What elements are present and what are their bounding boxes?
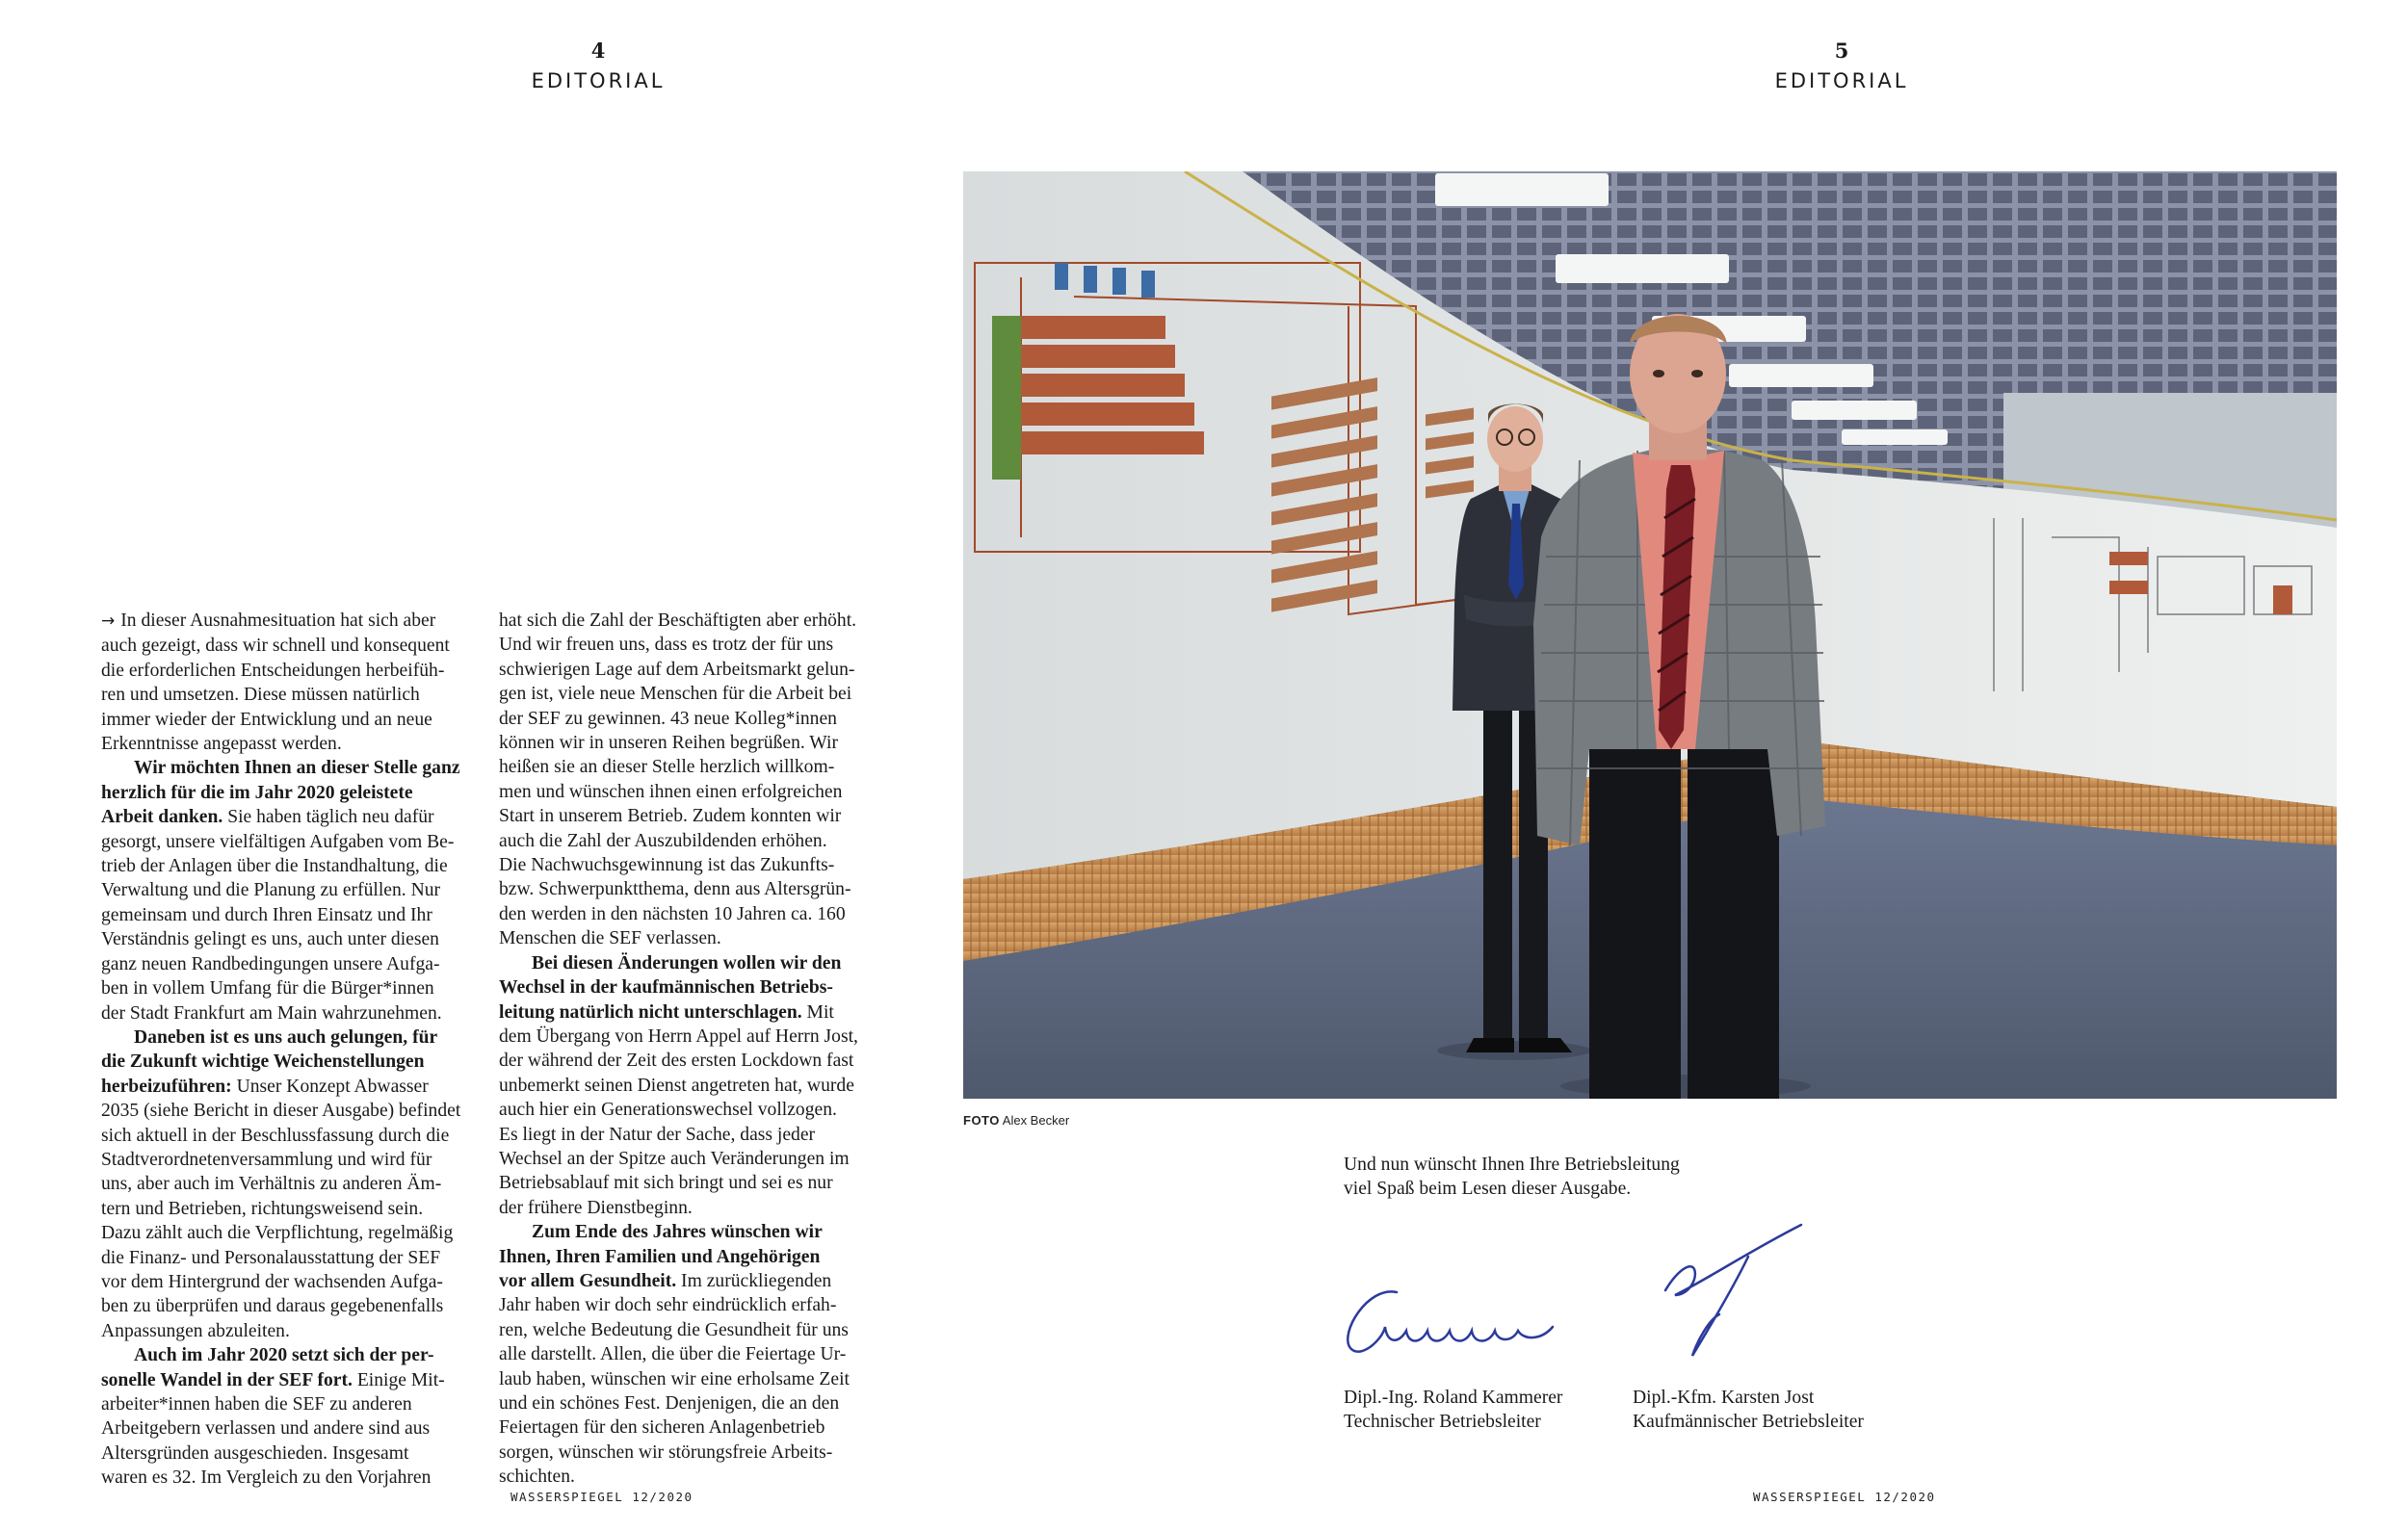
text-line: Anpassungen abzuleiten. bbox=[101, 1320, 290, 1341]
text-line: den werden in den nächsten 10 Jahren ca. 160 bbox=[499, 903, 846, 924]
text-line: arbeiter*innen haben die SEF zu anderen bbox=[101, 1394, 412, 1415]
text-line: vor dem Hintergrund der wachsenden Aufga- bbox=[101, 1271, 443, 1292]
text-line: Arbeit danken. Sie haben täglich neu dafür bbox=[101, 807, 434, 828]
bold-lead: herbeizuführen: bbox=[101, 1076, 232, 1097]
text-line: Betriebsablauf mit sich bringt und sei es nur bbox=[499, 1173, 833, 1194]
text-line: Erkenntnisse angepasst werden. bbox=[101, 734, 342, 755]
text-line bbox=[499, 1245, 884, 1269]
closing-line: viel Spaß beim Lesen dieser Ausgabe. bbox=[1344, 1179, 1632, 1200]
text-line: sich aktuell in der Beschlussfassung durch die bbox=[101, 1125, 450, 1146]
text-line bbox=[101, 1343, 486, 1367]
signatory-left bbox=[1344, 1386, 1562, 1435]
text-line: auch hier ein Generationswechsel vollzogen. bbox=[499, 1100, 837, 1121]
text-column-1 bbox=[101, 609, 486, 1491]
bold-lead: Arbeit danken. bbox=[101, 807, 223, 828]
footer-left: WASSERSPIEGEL 12/2020 bbox=[510, 1490, 694, 1504]
text-line: Jahr haben wir doch sehr eindrücklich erfah- bbox=[499, 1295, 837, 1316]
text-line: bzw. Schwerpunktthema, denn aus Altersgrün- bbox=[499, 879, 851, 900]
text-line bbox=[101, 781, 486, 805]
signature-jost bbox=[1652, 1223, 1835, 1367]
text-line bbox=[101, 1026, 486, 1050]
text-line: Arbeitgebern verlassen und andere sind aus bbox=[101, 1418, 431, 1440]
text-line: Menschen die SEF verlassen. bbox=[499, 928, 721, 949]
closing-line: Und nun wünscht Ihnen Ihre Betriebsleitung bbox=[1344, 1155, 1680, 1175]
text-line: Feiertagen für den sicheren Anlagenbetrieb bbox=[499, 1417, 825, 1439]
bold-lead: Wechsel in der kaufmännischen Betriebs- bbox=[499, 977, 833, 999]
text-line bbox=[101, 1050, 486, 1074]
bold-lead: herzlich für die im Jahr 2020 geleistete bbox=[101, 782, 413, 803]
text-line: Und wir freuen uns, dass es trotz der für uns bbox=[499, 635, 834, 656]
text-line: die erforderlichen Entscheidungen herbeifüh- bbox=[101, 660, 445, 681]
text-line: tern und Betrieben, richtungsweisend sein. bbox=[101, 1198, 424, 1219]
text-line: dem Übergang von Herrn Appel auf Herrn Jost, bbox=[499, 1026, 858, 1047]
text-line: heißen sie an dieser Stelle herzlich willkom- bbox=[499, 757, 835, 778]
signatory-name: Dipl.-Ing. Roland Kammerer bbox=[1344, 1388, 1563, 1408]
bold-lead: Zum Ende des Jahres wünschen wir bbox=[532, 1222, 823, 1243]
text-line: Die Nachwuchsgewinnung ist das Zukunfts- bbox=[499, 855, 835, 876]
closing-text bbox=[1344, 1153, 1680, 1202]
text-line bbox=[499, 1220, 884, 1244]
text-line: die Finanz- und Personalausstattung der SEF bbox=[101, 1247, 441, 1268]
text-line bbox=[499, 975, 884, 1000]
bold-lead: vor allem Gesundheit. bbox=[499, 1270, 677, 1291]
text-line: immer wieder der Entwicklung und an neue bbox=[101, 709, 432, 730]
bold-lead: Daneben ist es uns auch gelungen, für bbox=[134, 1026, 438, 1048]
text-line: uns, aber auch im Verhältnis zu anderen Äm- bbox=[101, 1174, 442, 1195]
bold-lead: die Zukunft wichtige Weichenstellungen bbox=[101, 1052, 425, 1073]
text-line bbox=[499, 951, 884, 975]
text-line: vor allem Gesundheit. Im zurückliegenden bbox=[499, 1270, 832, 1291]
text-line: können wir in unseren Reihen begrüßen. Wir bbox=[499, 733, 838, 754]
text-line: Wechsel an der Spitze auch Veränderungen im bbox=[499, 1148, 850, 1169]
text-line: gen ist, viele neue Menschen für die Arbeit bei bbox=[499, 684, 852, 705]
text-line: sorgen, wünschen wir störungsfreie Arbeits- bbox=[499, 1441, 833, 1463]
text-line: Altersgründen ausgeschieden. Insgesamt bbox=[101, 1442, 409, 1464]
bold-lead: Bei diesen Änderungen wollen wir den bbox=[532, 952, 842, 974]
text-line: → In dieser Ausnahmesituation hat sich aber bbox=[101, 610, 436, 631]
text-line: Dazu zählt auch die Verpflichtung, regelmäßig bbox=[101, 1223, 454, 1244]
page-number-right: 5 bbox=[1834, 39, 1849, 63]
text-column-2 bbox=[499, 609, 884, 1490]
photo-credit-name: Alex Becker bbox=[1002, 1113, 1070, 1128]
text-line: Verständnis gelingt es uns, auch unter diesen bbox=[101, 929, 439, 950]
text-line: ganz neuen Randbedingungen unsere Aufga- bbox=[101, 953, 440, 974]
bold-lead: Auch im Jahr 2020 setzt sich der per- bbox=[134, 1345, 434, 1366]
text-line: der Stadt Frankfurt am Main wahrzunehmen. bbox=[101, 1002, 442, 1024]
text-line: ben zu überprüfen und daraus gegebenenfalls bbox=[101, 1296, 444, 1317]
text-line: auch die Zahl der Auszubildenden erhöhen. bbox=[499, 830, 827, 851]
text-line: schichten. bbox=[499, 1467, 575, 1488]
text-line: hat sich die Zahl der Beschäftigten aber erhöht. bbox=[499, 610, 857, 631]
bold-lead: Wir möchten Ihnen an dieser Stelle ganz bbox=[134, 758, 460, 779]
text-line: gesorgt, unsere vielfältigen Aufgaben vom Be- bbox=[101, 831, 455, 852]
text-line: 2035 (siehe Bericht in dieser Ausgabe) befindet bbox=[101, 1101, 461, 1122]
text-line: der während der Zeit des ersten Lockdown fast bbox=[499, 1051, 854, 1072]
bold-lead: Ihnen, Ihren Familien und Angehörigen bbox=[499, 1246, 821, 1267]
section-title-right: EDITORIAL bbox=[1774, 69, 1909, 92]
text-line: schwierigen Lage auf dem Arbeitsmarkt gelun- bbox=[499, 659, 855, 680]
text-line: Stadtverordnetenversammlung und wird für bbox=[101, 1149, 432, 1170]
text-line: alle darstellt. Allen, die über die Feiertage Ur- bbox=[499, 1344, 847, 1365]
text-line: auch gezeigt, dass wir schnell und konsequent bbox=[101, 636, 450, 657]
text-line: der frühere Dienstbeginn. bbox=[499, 1197, 693, 1218]
signatory-role: Kaufmännischer Betriebsleiter bbox=[1633, 1412, 1864, 1433]
portrait-photo bbox=[963, 171, 2337, 1099]
bold-lead: leitung natürlich nicht unterschlagen. bbox=[499, 1001, 802, 1023]
signatory-role: Technischer Betriebsleiter bbox=[1344, 1412, 1541, 1433]
bold-lead: sonelle Wandel in der SEF fort. bbox=[101, 1369, 353, 1390]
text-line: laub haben, wünschen wir eine erholsame Zeit bbox=[499, 1368, 850, 1389]
text-line: Es liegt in der Natur der Sache, dass jeder bbox=[499, 1124, 816, 1145]
section-title-left: EDITORIAL bbox=[531, 69, 666, 92]
text-line: sonelle Wandel in der SEF fort. Einige Mit- bbox=[101, 1369, 445, 1390]
text-line: und ein schönes Fest. Denjenigen, die an den bbox=[499, 1393, 840, 1414]
text-line: Verwaltung und die Planung zu erfüllen. Nur bbox=[101, 880, 441, 901]
text-line: ben in vollem Umfang für die Bürger*innen bbox=[101, 978, 434, 1000]
signature-kammerer bbox=[1339, 1281, 1570, 1367]
page-number-left: 4 bbox=[590, 39, 606, 63]
text-line: herbeizuführen: Unser Konzept Abwasser bbox=[101, 1076, 429, 1097]
text-line: ren und umsetzen. Diese müssen natürlich bbox=[101, 685, 420, 706]
photo-credit bbox=[963, 1113, 1069, 1128]
signatory-name: Dipl.-Kfm. Karsten Jost bbox=[1633, 1388, 1815, 1408]
text-line: der SEF zu gewinnen. 43 neue Kolleg*innen bbox=[499, 708, 837, 729]
text-line: men und wünschen ihnen einen erfolgreichen bbox=[499, 781, 843, 802]
signatory-right bbox=[1633, 1386, 1864, 1435]
text-line: gemeinsam und durch Ihren Einsatz und Ihr bbox=[101, 904, 432, 925]
text-line: Start in unserem Betrieb. Zudem konnten wir bbox=[499, 806, 842, 827]
footer-right: WASSERSPIEGEL 12/2020 bbox=[1753, 1490, 1936, 1504]
text-line: waren es 32. Im Vergleich zu den Vorjahren bbox=[101, 1467, 432, 1489]
text-line: leitung natürlich nicht unterschlagen. Mit bbox=[499, 1001, 834, 1023]
arrow-right-icon: → bbox=[101, 611, 116, 631]
text-line: unbemerkt seinen Dienst angetreten hat, wurde bbox=[499, 1075, 854, 1096]
text-line bbox=[101, 756, 486, 780]
text-line: ren, welche Bedeutung die Gesundheit für uns bbox=[499, 1319, 849, 1340]
text-line: trieb der Anlagen über die Instandhaltung, die bbox=[101, 856, 448, 877]
photo-credit-label: FOTO bbox=[963, 1113, 1000, 1128]
